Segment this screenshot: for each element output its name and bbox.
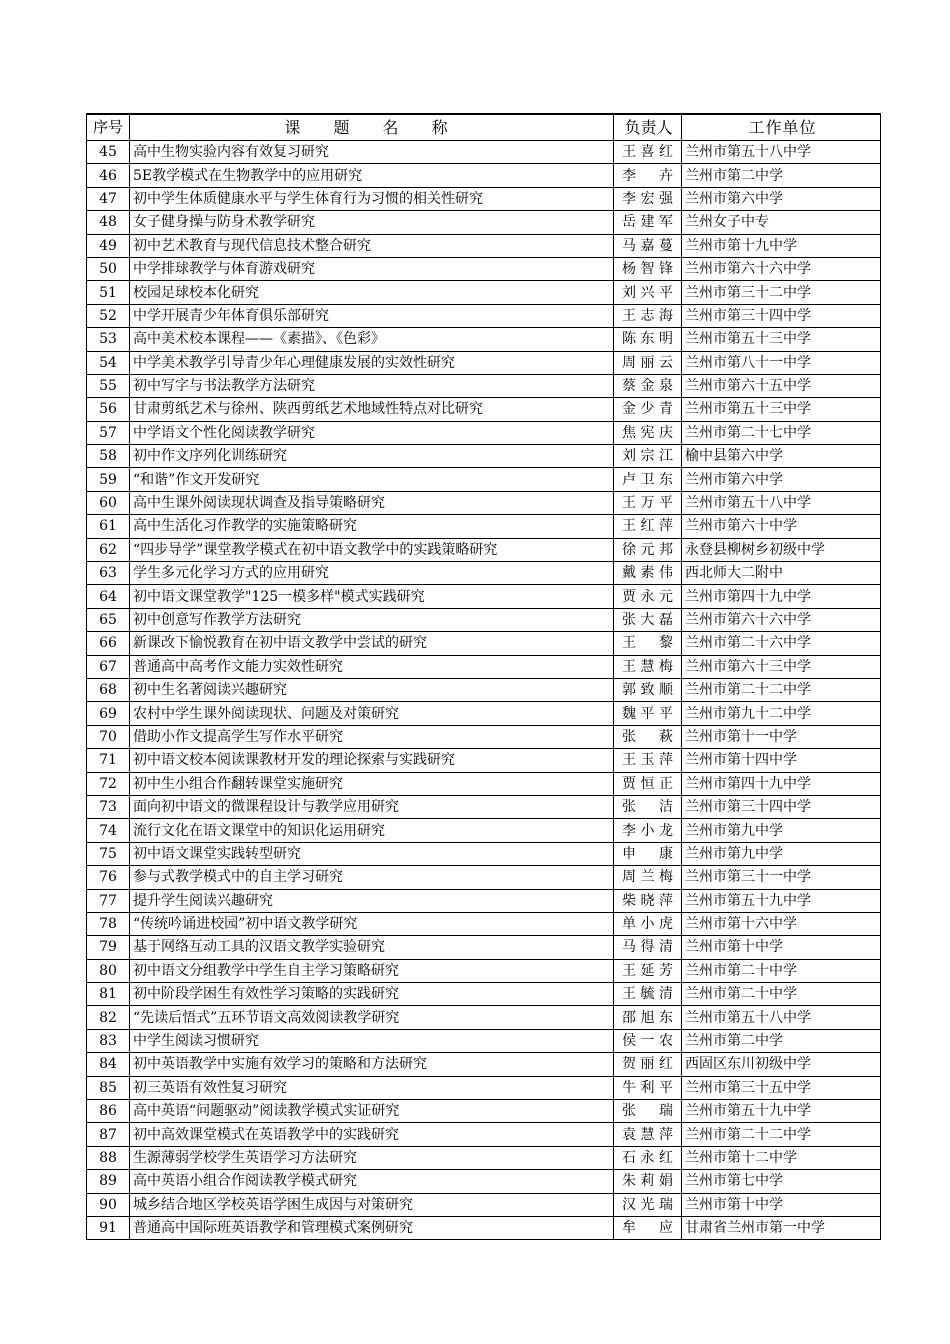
owner-name: 岳建军 [622,214,673,231]
row-title: 甘肃剪纸艺术与徐州、陕西剪纸艺术地域性特点对比研究 [130,398,614,421]
row-owner [614,1053,682,1076]
owner-name: 朱莉娟 [622,1173,673,1190]
owner-name: 王万平 [622,495,673,512]
row-owner [614,1100,682,1123]
row-owner [614,725,682,748]
table-row [87,538,881,561]
row-title: 农村中学生课外阅读现状、问题及对策研究 [130,702,614,725]
row-number: 70 [87,725,130,748]
row-unit: 兰州市第十六中学 [682,912,881,935]
row-unit: 西北师大二附中 [682,562,881,585]
row-number: 83 [87,1029,130,1052]
row-owner [614,702,682,725]
row-unit: 兰州市第十一中学 [682,725,881,748]
owner-name: 张 瑞 [622,1103,673,1120]
row-number: 54 [87,351,130,374]
row-owner [614,538,682,561]
header-unit: 工作单位 [682,114,881,141]
table-row [87,1053,881,1076]
row-number: 51 [87,281,130,304]
row-number: 73 [87,795,130,818]
row-number: 87 [87,1123,130,1146]
row-number: 55 [87,374,130,397]
row-owner [614,632,682,655]
row-unit: 兰州市第十九中学 [682,234,881,257]
table-row [87,959,881,982]
table-row [87,772,881,795]
row-unit: 兰州市第七中学 [682,1170,881,1193]
table-row [87,1170,881,1193]
row-title: 初中作文序列化训练研究 [130,445,614,468]
row-owner [614,678,682,701]
row-owner [614,1146,682,1169]
table-row [87,421,881,444]
table-row [87,468,881,491]
row-number: 72 [87,772,130,795]
table-row [87,819,881,842]
row-title: 高中英语小组合作阅读教学模式研究 [130,1170,614,1193]
owner-name: 王红萍 [622,518,673,535]
owner-name: 杨智锋 [622,261,673,278]
row-number: 62 [87,538,130,561]
table-row [87,515,881,538]
row-title: 初中语文课堂教学"125一模多样"模式实践研究 [130,585,614,608]
row-title: 初三英语有效性复习研究 [130,1076,614,1099]
row-title: 城乡结合地区学校英语学困生成因与对策研究 [130,1193,614,1216]
row-unit: 兰州市第五十九中学 [682,1100,881,1123]
row-number: 74 [87,819,130,842]
row-number: 63 [87,562,130,585]
table-body [87,141,881,1240]
row-number: 85 [87,1076,130,1099]
row-number: 45 [87,141,130,164]
row-number: 64 [87,585,130,608]
row-owner [614,608,682,631]
table-row [87,585,881,608]
row-owner [614,795,682,818]
row-unit: 兰州市第六中学 [682,468,881,491]
table-row [87,328,881,351]
owner-name: 王 黎 [622,635,673,652]
header-row [87,114,881,141]
owner-name: 邵旭东 [622,1009,673,1026]
row-number: 46 [87,164,130,187]
row-owner [614,866,682,889]
row-owner [614,1216,682,1239]
row-unit: 兰州市第六十中学 [682,515,881,538]
row-unit: 永登县柳树乡初级中学 [682,538,881,561]
row-number: 57 [87,421,130,444]
row-title: 面向初中语文的微课程设计与教学应用研究 [130,795,614,818]
row-number: 48 [87,211,130,234]
owner-name: 李宏强 [622,190,673,207]
table-row [87,1100,881,1123]
row-title: 高中生活化习作教学的实施策略研究 [130,515,614,538]
row-unit: 兰州市第五十八中学 [682,491,881,514]
owner-name: 金少青 [622,401,673,418]
row-owner [614,141,682,164]
row-title: 生源薄弱学校学生英语学习方法研究 [130,1146,614,1169]
row-number: 81 [87,983,130,1006]
row-owner [614,374,682,397]
row-unit: 兰州市第五十八中学 [682,1006,881,1029]
row-unit: 兰州市第三十四中学 [682,304,881,327]
row-unit: 兰州市第六十五中学 [682,374,881,397]
row-title: 提升学生阅读兴趣研究 [130,889,614,912]
row-owner [614,889,682,912]
row-owner [614,562,682,585]
table-row [87,491,881,514]
owner-name: 马嘉蔓 [622,237,673,254]
row-title: 5E教学模式在生物教学中的应用研究 [130,164,614,187]
table-row [87,912,881,935]
table-row [87,398,881,421]
owner-name: 焦宪庆 [622,424,673,441]
header-title: 课 题 名 称 [130,114,614,141]
row-number: 61 [87,515,130,538]
owner-name: 魏平平 [622,705,673,722]
row-number: 88 [87,1146,130,1169]
row-title: 普通高中高考作文能力实效性研究 [130,655,614,678]
row-unit: 甘肃省兰州市第一中学 [682,1216,881,1239]
owner-name: 刘兴平 [622,284,673,301]
row-unit: 兰州市第十中学 [682,936,881,959]
row-owner [614,1006,682,1029]
row-owner [614,655,682,678]
row-owner [614,234,682,257]
table-row [87,749,881,772]
owner-name: 张 洁 [622,799,673,816]
row-title: “四步导学”课堂教学模式在初中语文教学中的实践策略研究 [130,538,614,561]
row-owner [614,983,682,1006]
row-title: 高中美术校本课程——《素描》、《色彩》 [130,328,614,351]
row-title: 初中阶段学困生有效性学习策略的实践研究 [130,983,614,1006]
row-title: 普通高中国际班英语教学和管理模式案例研究 [130,1216,614,1239]
row-unit: 兰州市第六中学 [682,187,881,210]
row-title: 新课改下愉悦教育在初中语文教学中尝试的研究 [130,632,614,655]
row-title: 高中英语“问题驱动”阅读教学模式实证研究 [130,1100,614,1123]
row-owner [614,959,682,982]
owner-name: 贺丽红 [622,1056,673,1073]
row-owner [614,211,682,234]
row-unit: 兰州市第二十中学 [682,959,881,982]
row-unit: 兰州市第二中学 [682,164,881,187]
row-unit: 兰州市第六十六中学 [682,257,881,280]
owner-name: 王志海 [622,307,673,324]
table-row [87,655,881,678]
table-row [87,889,881,912]
row-number: 56 [87,398,130,421]
row-owner [614,1123,682,1146]
row-title: 高中生课外阅读现状调查及指导策略研究 [130,491,614,514]
row-number: 50 [87,257,130,280]
row-number: 78 [87,912,130,935]
row-number: 68 [87,678,130,701]
owner-name: 李小龙 [622,822,673,839]
table-row [87,725,881,748]
row-title: 中学排球教学与体育游戏研究 [130,257,614,280]
row-unit: 兰州市第二十六中学 [682,632,881,655]
owner-name: 单小虎 [622,916,673,933]
row-number: 65 [87,608,130,631]
owner-name: 袁慧萍 [622,1126,673,1143]
row-owner [614,819,682,842]
owner-name: 王喜红 [622,144,673,161]
table-row [87,1146,881,1169]
row-number: 89 [87,1170,130,1193]
row-owner [614,328,682,351]
row-owner [614,515,682,538]
row-unit: 兰州市第二十七中学 [682,421,881,444]
owner-name: 柴晓萍 [622,892,673,909]
table-row [87,257,881,280]
row-title: “先读后悟式”五环节语文高效阅读教学研究 [130,1006,614,1029]
table-row [87,936,881,959]
owner-name: 戴素伟 [622,565,673,582]
owner-name: 汉光瑞 [622,1196,673,1213]
row-number: 77 [87,889,130,912]
row-owner [614,468,682,491]
row-number: 75 [87,842,130,865]
owner-name: 马得清 [622,939,673,956]
row-owner [614,281,682,304]
row-owner [614,164,682,187]
owner-name: 卢卫东 [622,471,673,488]
row-unit: 兰州市第九中学 [682,842,881,865]
owner-name: 申 康 [622,845,673,862]
table-row [87,1216,881,1239]
project-table [86,113,881,1240]
row-title: 参与式教学模式中的自主学习研究 [130,866,614,889]
row-title: 初中英语教学中实施有效学习的策略和方法研究 [130,1053,614,1076]
row-title: 学生多元化学习方式的应用研究 [130,562,614,585]
owner-name: 牟 应 [622,1220,673,1237]
owner-name: 石永红 [622,1149,673,1166]
row-unit: 兰州市第五十八中学 [682,141,881,164]
row-unit: 兰州市第九十二中学 [682,702,881,725]
row-owner [614,491,682,514]
table-row [87,866,881,889]
table-row [87,351,881,374]
owner-name: 张大磊 [622,612,673,628]
owner-name: 刘宗江 [622,448,673,465]
row-unit: 兰州市第三十五中学 [682,1076,881,1099]
row-owner [614,772,682,795]
row-title: 流行文化在语文课堂中的知识化运用研究 [130,819,614,842]
row-number: 60 [87,491,130,514]
row-unit: 兰州市第八十一中学 [682,351,881,374]
owner-name: 蔡金泉 [622,378,673,395]
row-title: 初中语文校本阅读课教材开发的理论探索与实践研究 [130,749,614,772]
row-number: 91 [87,1216,130,1239]
row-owner [614,749,682,772]
owner-name: 陈东明 [622,331,673,348]
header-owner: 负责人 [614,114,682,141]
table-row [87,1076,881,1099]
row-unit: 兰州市第十二中学 [682,1146,881,1169]
table-row [87,1006,881,1029]
table-row [87,374,881,397]
owner-name: 李 卉 [622,167,673,184]
row-title: 初中语文分组教学中学生自主学习策略研究 [130,959,614,982]
row-title: 初中生小组合作翻转课堂实施研究 [130,772,614,795]
row-owner [614,398,682,421]
owner-name: 侯一农 [622,1033,673,1050]
row-title: 女子健身操与防身术教学研究 [130,211,614,234]
row-title: 初中艺术教育与现代信息技术整合研究 [130,234,614,257]
owner-name: 王延芳 [622,962,673,979]
row-number: 67 [87,655,130,678]
owner-name: 周丽云 [622,354,673,371]
row-title: “和谐”作文开发研究 [130,468,614,491]
row-title: 初中写字与书法教学方法研究 [130,374,614,397]
row-unit: 兰州市第五十三中学 [682,398,881,421]
row-number: 52 [87,304,130,327]
row-unit: 兰州市第三十二中学 [682,281,881,304]
table-row [87,281,881,304]
row-number: 79 [87,936,130,959]
table-row [87,842,881,865]
row-title: 高中生物实验内容有效复习研究 [130,141,614,164]
row-number: 71 [87,749,130,772]
table-row [87,608,881,631]
row-owner [614,842,682,865]
row-number: 84 [87,1053,130,1076]
row-number: 58 [87,445,130,468]
owner-name: 张 萩 [622,728,673,745]
row-title: 初中高效课堂模式在英语教学中的实践研究 [130,1123,614,1146]
row-number: 80 [87,959,130,982]
row-title: 校园足球校本化研究 [130,281,614,304]
row-number: 59 [87,468,130,491]
row-number: 76 [87,866,130,889]
row-title: 初中学生体质健康水平与学生体育行为习惯的相关性研究 [130,187,614,210]
row-title: 中学开展青少年体育俱乐部研究 [130,304,614,327]
owner-name: 王毓清 [622,986,673,1003]
row-unit: 兰州市第四十九中学 [682,585,881,608]
table-row [87,795,881,818]
row-owner [614,304,682,327]
row-unit: 兰州市第九中学 [682,819,881,842]
row-unit: 兰州市第五十三中学 [682,328,881,351]
row-title: 借助小作文提高学生写作水平研究 [130,725,614,748]
owner-name: 王玉萍 [622,752,673,769]
row-title: 初中创意写作教学方法研究 [130,608,614,631]
row-title: 中学生阅读习惯研究 [130,1029,614,1052]
row-unit: 兰州市第五十九中学 [682,889,881,912]
table-row [87,234,881,257]
row-title: 初中语文课堂实践转型研究 [130,842,614,865]
owner-name: 王慧梅 [622,658,673,675]
table-row [87,632,881,655]
owner-name: 贾永元 [622,588,673,605]
table-row [87,1123,881,1146]
row-number: 66 [87,632,130,655]
row-unit: 兰州市第二中学 [682,1029,881,1052]
table-row [87,304,881,327]
table-row [87,445,881,468]
row-unit: 兰州女子中专 [682,211,881,234]
row-unit: 西固区东川初级中学 [682,1053,881,1076]
row-title: 基于网络互动工具的汉语文教学实验研究 [130,936,614,959]
row-unit: 兰州市第六十三中学 [682,655,881,678]
row-owner [614,936,682,959]
row-owner [614,912,682,935]
row-owner [614,445,682,468]
table-row [87,983,881,1006]
owner-name: 贾恒正 [622,775,673,792]
row-title: 初中生名著阅读兴趣研究 [130,678,614,701]
row-owner [614,351,682,374]
row-owner [614,1193,682,1216]
row-unit: 兰州市第二十二中学 [682,1123,881,1146]
table-row [87,1193,881,1216]
row-unit: 兰州市第二十中学 [682,983,881,1006]
row-unit: 兰州市第三十四中学 [682,795,881,818]
row-number: 49 [87,234,130,257]
row-owner [614,421,682,444]
owner-name: 徐元邦 [622,541,673,558]
row-number: 82 [87,1006,130,1029]
owner-name: 郭致顺 [622,682,673,699]
header-seq: 序号 [87,114,130,141]
row-owner [614,257,682,280]
row-title: 中学美术教学引导青少年心理健康发展的实效性研究 [130,351,614,374]
row-number: 47 [87,187,130,210]
owner-name: 牛利平 [622,1079,673,1096]
row-number: 86 [87,1100,130,1123]
row-title: “传统吟诵进校园”初中语文教学研究 [130,912,614,935]
table-row [87,211,881,234]
table-row [87,702,881,725]
table-row [87,1029,881,1052]
owner-name: 周兰梅 [622,869,673,886]
table-row [87,678,881,701]
row-owner [614,585,682,608]
row-title: 中学语文个性化阅读教学研究 [130,421,614,444]
table-row [87,141,881,164]
table-row [87,187,881,210]
row-unit: 榆中县第六中学 [682,445,881,468]
row-number: 53 [87,328,130,351]
row-number: 90 [87,1193,130,1216]
row-unit: 兰州市第三十一中学 [682,866,881,889]
row-number: 69 [87,702,130,725]
row-owner [614,1170,682,1193]
row-owner [614,1076,682,1099]
row-unit: 兰州市第二十二中学 [682,678,881,701]
row-unit: 兰州市第四十九中学 [682,772,881,795]
row-owner [614,187,682,210]
row-unit: 兰州市第六十六中学 [682,608,881,631]
row-owner [614,1029,682,1052]
row-unit: 兰州市第十中学 [682,1193,881,1216]
table-row [87,562,881,585]
row-unit: 兰州市第十四中学 [682,749,881,772]
table-row [87,164,881,187]
